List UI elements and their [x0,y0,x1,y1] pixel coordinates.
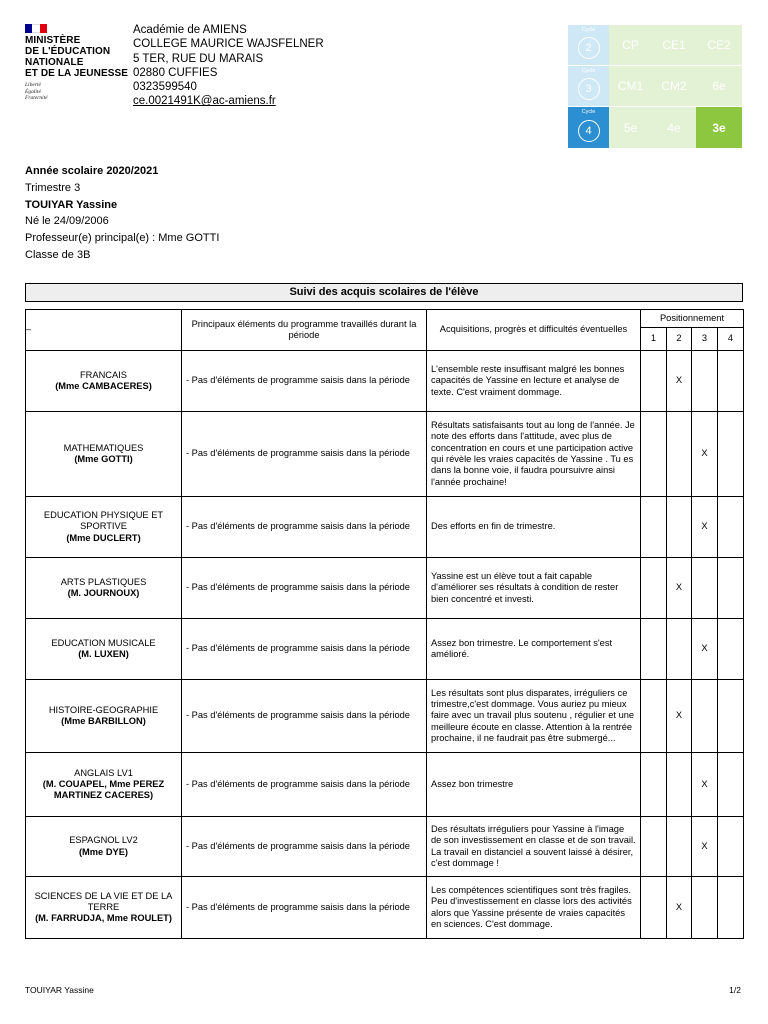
academie: Académie de AMIENS [133,24,247,36]
subject-name: ESPAGNOL LV2 [69,835,138,846]
level-cell: 6e [696,66,742,107]
cycle-2-badge: Cycle 2 [568,25,609,66]
position-cell-3 [692,412,718,497]
student-name: TOUIYAR Yassine [25,198,118,211]
position-cell-1 [641,753,667,817]
position-cell-1 [641,877,667,939]
position-cell-1 [641,680,667,753]
subject-teacher: (Mme GOTTI) [74,454,133,464]
subject-name: ARTS PLASTIQUES [60,576,147,587]
comment-cell: L'ensemble reste insuffisant malgré les bonnes capacités de Yassine en lecture et analyse de texte. C'est vraiment dommage. [427,351,641,412]
main-teacher: Professeur(e) principal(e) : Mme GOTTI [25,232,220,245]
position-cell-4 [718,412,744,497]
subject-name: EDUCATION MUSICALE [51,637,156,648]
program-cell: - Pas d'éléments de programme saisis dans la période [182,497,427,558]
position-mark: X [675,901,683,912]
comment-cell: Des résultats irréguliers pour Yassine à l'image de son investissement en classe et de son travail. La travail en distanciel a souvent laissé à désirer, c'est dommage ! [427,817,641,877]
position-mark: X [701,778,708,789]
grades-table [25,309,744,939]
subject-name: EDUCATION PHYSIQUE ET SPORTIVE [43,510,164,532]
position-cell-3 [692,877,718,939]
comment-cell: Les résultats sont plus disparates, irréguliers ce trimestre,c'est dommage. Vous auriez pu mieux faire avec un travail plus soutenu , régulier et une meilleure écoute en classe. Attention à la rentrée prochaine, il ne faudrait pas être submergé... [427,680,641,753]
position-cell-4 [718,753,744,817]
subject-name: HISTOIRE-GEOGRAPHIE [48,704,159,715]
position-cell-3 [692,817,718,877]
school-email-link[interactable]: ce.0021491K@ac-amiens.fr [133,95,276,108]
class-name: Classe de 3B [25,248,91,261]
subject-cell [26,619,182,680]
position-mark: X [701,521,708,532]
table-row [26,680,744,753]
subject-name: MATHEMATIQUES [63,442,144,453]
header-program: Principaux éléments du programme travaillés durant la période [182,310,427,351]
school-name: COLLEGE MAURICE WAJSFELNER [133,38,324,51]
position-cell-1 [641,497,667,558]
level-cell: CM1 [609,66,652,107]
position-cell-3 [692,351,718,412]
table-row [26,619,744,680]
position-cell-4 [718,680,744,753]
level-cell-current: 3e [696,107,742,149]
footer-student-name: TOUIYAR Yassine [25,985,94,995]
subject-cell [26,753,182,817]
position-cell-2 [667,619,692,680]
level-cell: CE1 [652,25,696,66]
header-level-3: 3 [692,328,718,351]
level-cell: CE2 [696,25,742,66]
position-cell-2 [667,817,692,877]
subject-teacher: (Mme DUCLERT) [66,532,141,543]
program-cell: - Pas d'éléments de programme saisis dans la période [182,753,427,817]
position-cell-2 [667,753,692,817]
program-cell: - Pas d'éléments de programme saisis dans la période [182,877,427,939]
comment-cell: Les compétences scientifiques sont très fragiles. Peu d'investissement en classe lors des activités alors que Yassine présente de vraies capacités en sciences. C'est dommage. [427,877,641,939]
comment-cell: Assez bon trimestre. Le comportement s'est amélioré. [427,619,641,680]
position-mark: X [675,375,683,386]
header-position: Positionnement [641,310,744,328]
comment-cell: Résultats satisfaisants tout au long de l'année. Je note des efforts dans l'attitude, avec plus de concentration en cours et une participation active qui révèle les vraies capacités de Yassine . Tu es dans la bonne voie, il faudra poursuivre ainsi l'année prochaine! [427,412,641,497]
school-year: Année scolaire 2020/2021 [25,165,159,177]
position-mark: X [675,582,683,593]
position-cell-4 [718,817,744,877]
school-phone: 0323599540 [133,81,197,94]
program-cell: - Pas d'éléments de programme saisis dans la période [182,412,427,497]
position-cell-1 [641,619,667,680]
program-cell: - Pas d'éléments de programme saisis dans la période [182,680,427,753]
position-cell-1 [641,558,667,619]
subject-teacher: (Mme BARBILLON) [61,716,146,726]
table-row [26,351,744,412]
position-cell-2 [667,497,692,558]
level-cell: 4e [652,107,696,149]
subject-cell [26,497,182,558]
subject-cell [26,877,182,939]
position-cell-2 [667,412,692,497]
republic-motto: Liberté Égalité Fraternité [25,82,48,101]
table-row [26,877,744,939]
position-mark: X [701,840,708,851]
subject-cell [26,680,182,753]
subject-teacher: (M. LUXEN) [78,649,129,659]
program-cell: - Pas d'éléments de programme saisis dans la période [182,619,427,680]
position-cell-2 [667,877,692,939]
position-cell-3 [692,753,718,817]
comment-cell: Assez bon trimestre [427,753,641,817]
level-cell: CM2 [652,66,696,107]
comment-cell: Des efforts en fin de trimestre. [427,497,641,558]
subject-name: ANGLAIS LV1 [74,767,133,778]
trimester: Trimestre 3 [25,181,81,194]
cycle-4-badge: Cycle 4 [568,107,609,149]
school-address: 5 TER, RUE DU MARAIS [133,52,264,65]
position-cell-4 [718,877,744,939]
position-cell-1 [641,351,667,412]
subject-teacher: (Mme DYE) [78,846,129,857]
ministry-logo [25,24,135,102]
position-cell-4 [718,619,744,680]
table-row [26,497,744,558]
header-level-4: 4 [718,328,744,351]
subject-teacher: (M. FARRUDJA, Mme ROULET) [35,913,172,924]
position-mark: X [701,643,708,654]
birth-date: Né le 24/09/2006 [25,215,109,228]
position-cell-4 [718,497,744,558]
position-cell-3 [692,680,718,753]
marianne-flag-icon [25,24,47,33]
position-cell-2 [667,558,692,619]
position-mark: X [701,448,708,459]
subject-teacher: (M. COUAPEL, Mme PEREZ MARTINEZ CACERES) [42,778,165,801]
position-cell-2 [667,680,692,753]
program-cell: - Pas d'éléments de programme saisis dans la période [182,817,427,877]
header-level-1: 1 [641,328,667,351]
footer-page-number: 1/2 [729,985,741,995]
cycle-3-badge: Cycle 3 [568,66,609,107]
position-cell-4 [718,351,744,412]
subject-cell [26,558,182,619]
header-comment: Acquisitions, progrès et difficultés éventuelles [427,310,641,351]
position-mark: X [675,710,683,721]
subject-teacher: (Mme CAMBACERES) [55,381,152,391]
position-cell-3 [692,558,718,619]
table-row [26,558,744,619]
level-cell: 5e [609,107,652,149]
position-cell-3 [692,497,718,558]
subject-name: SCIENCES DE LA VIE ET DE LA TERRE [34,890,173,912]
subject-cell [26,351,182,412]
student-info [25,163,219,264]
program-cell: - Pas d'éléments de programme saisis dans la période [182,558,427,619]
subject-cell [26,412,182,497]
table-row [26,753,744,817]
ministry-name: MINISTÈRE DE L'ÉDUCATION NATIONALE ET DE LA JEUNESSE [25,35,129,79]
header-level-2: 2 [667,328,692,351]
school-info [133,23,324,109]
position-cell-4 [718,558,744,619]
position-cell-2 [667,351,692,412]
subject-cell [26,817,182,877]
table-row [26,817,744,877]
level-cell: CP [609,25,652,66]
comment-cell: Yassine est un élève tout a fait capable d'améliorer ses résultats à condition de rester bien concentré et investi. [427,558,641,619]
position-cell-1 [641,817,667,877]
cycle-level-grid [568,25,742,149]
section-title: Suivi des acquis scolaires de l'élève [25,283,743,302]
program-cell: - Pas d'éléments de programme saisis dans la période [182,351,427,412]
position-cell-1 [641,412,667,497]
subject-teacher: (M. JOURNOUX) [67,588,140,598]
position-cell-3 [692,619,718,680]
subject-name: FRANCAIS [79,369,127,380]
header-subject: – [26,310,182,351]
school-city: 02880 CUFFIES [133,66,218,79]
table-row [26,412,744,497]
